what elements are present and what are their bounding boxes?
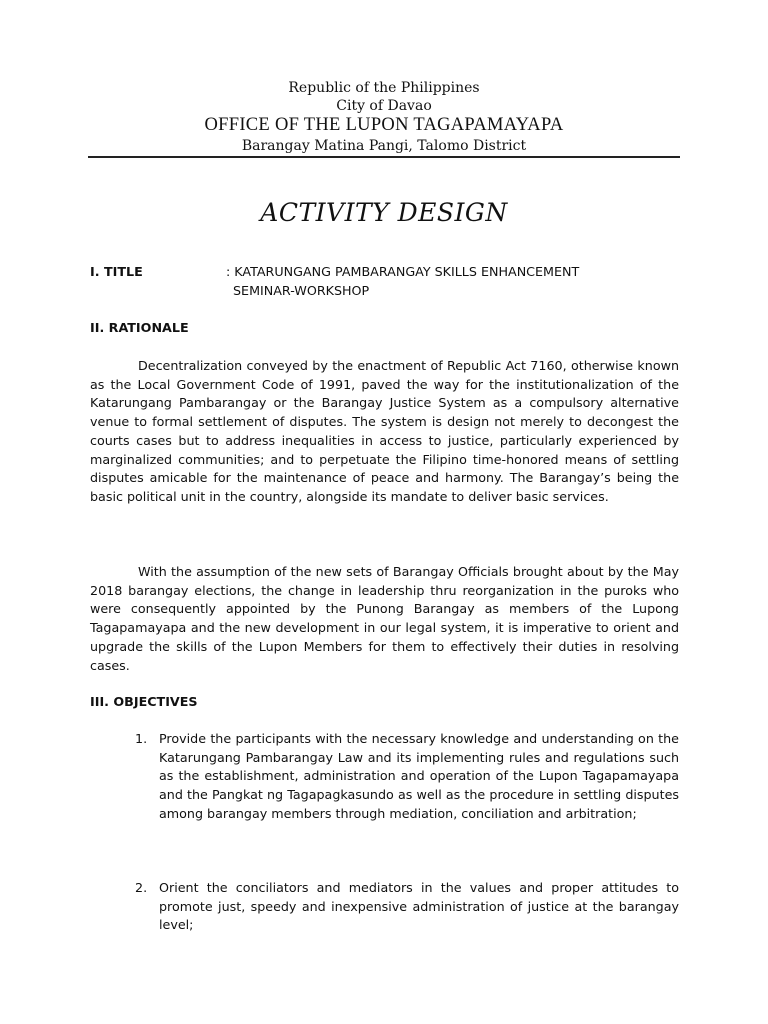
objectives-list-1 (135, 730, 679, 824)
title-value (226, 263, 666, 300)
rationale-paragraph-2: With the assumption of the new sets of Barangay Officials brought about by the May 2018 barangay elections, the change in leadership thru reorganization in the puroks who were consequently appointed by the Punong Barangay as members of the Lupong Tagapamayapa and the new development in our legal system, it is imperative to orient and upgrade the skills of the Lupon Members for them to effectively their duties in resolving cases. (90, 564, 679, 673)
header-country: Republic of the Philippines (288, 80, 480, 96)
title-value-line2: SEMINAR-WORKSHOP (233, 282, 370, 298)
header-city: City of Davao (336, 98, 432, 114)
objective-item (135, 730, 679, 824)
objective-text: Orient the conciliators and mediators in the values and proper attitudes to promote just, speedy and inexpensive administration of justice at the barangay level; (159, 880, 679, 933)
objective-number: 1. (135, 731, 148, 746)
objectives-list-2 (135, 879, 679, 935)
objective-item (135, 879, 679, 935)
header-location: Barangay Matina Pangi, Talomo District (241, 138, 527, 154)
header-divider (88, 156, 680, 158)
header-office: OFFICE OF THE LUPON TAGAPAMAYAPA (204, 115, 564, 135)
rationale-heading: II. RATIONALE (90, 320, 189, 335)
document-title: ACTIVITY DESIGN (260, 198, 508, 227)
title-value-line1: : KATARUNGANG PAMBARANGAY SKILLS ENHANCEMENT (226, 264, 580, 279)
objective-text: Provide the participants with the necessary knowledge and understanding on the Katarungang Pambarangay Law and its implementing rules and regulations such as the establishment, administration and operation of the Lupon Tagapamayapa and the Pangkat ng Tagapagkasundo as well as the procedure in settling disputes among barangay members through mediation, conciliation and arbitration; (159, 731, 679, 821)
objectives-heading: III. OBJECTIVES (90, 694, 198, 709)
rationale-paragraph-1: Decentralization conveyed by the enactment of Republic Act 7160, otherwise known as the Local Government Code of 1991, paved the way for the institutionalization of the Katarungang Pambarangay or the Barangay Justice System as a compulsory alternative venue to formal settlement of disputes. The system is design not merely to decongest the courts cases but to address inequalities in access to justice, particularly experienced by marginalized communities; and to perpetuate the Filipino time-honored means of settling disputes amicable for the maintenance of peace and harmony. The Barangay’s being the basic political unit in the country, alongside its mandate to deliver basic services. (90, 358, 679, 504)
objective-number: 2. (135, 880, 148, 895)
title-label: I. TITLE (90, 264, 143, 279)
